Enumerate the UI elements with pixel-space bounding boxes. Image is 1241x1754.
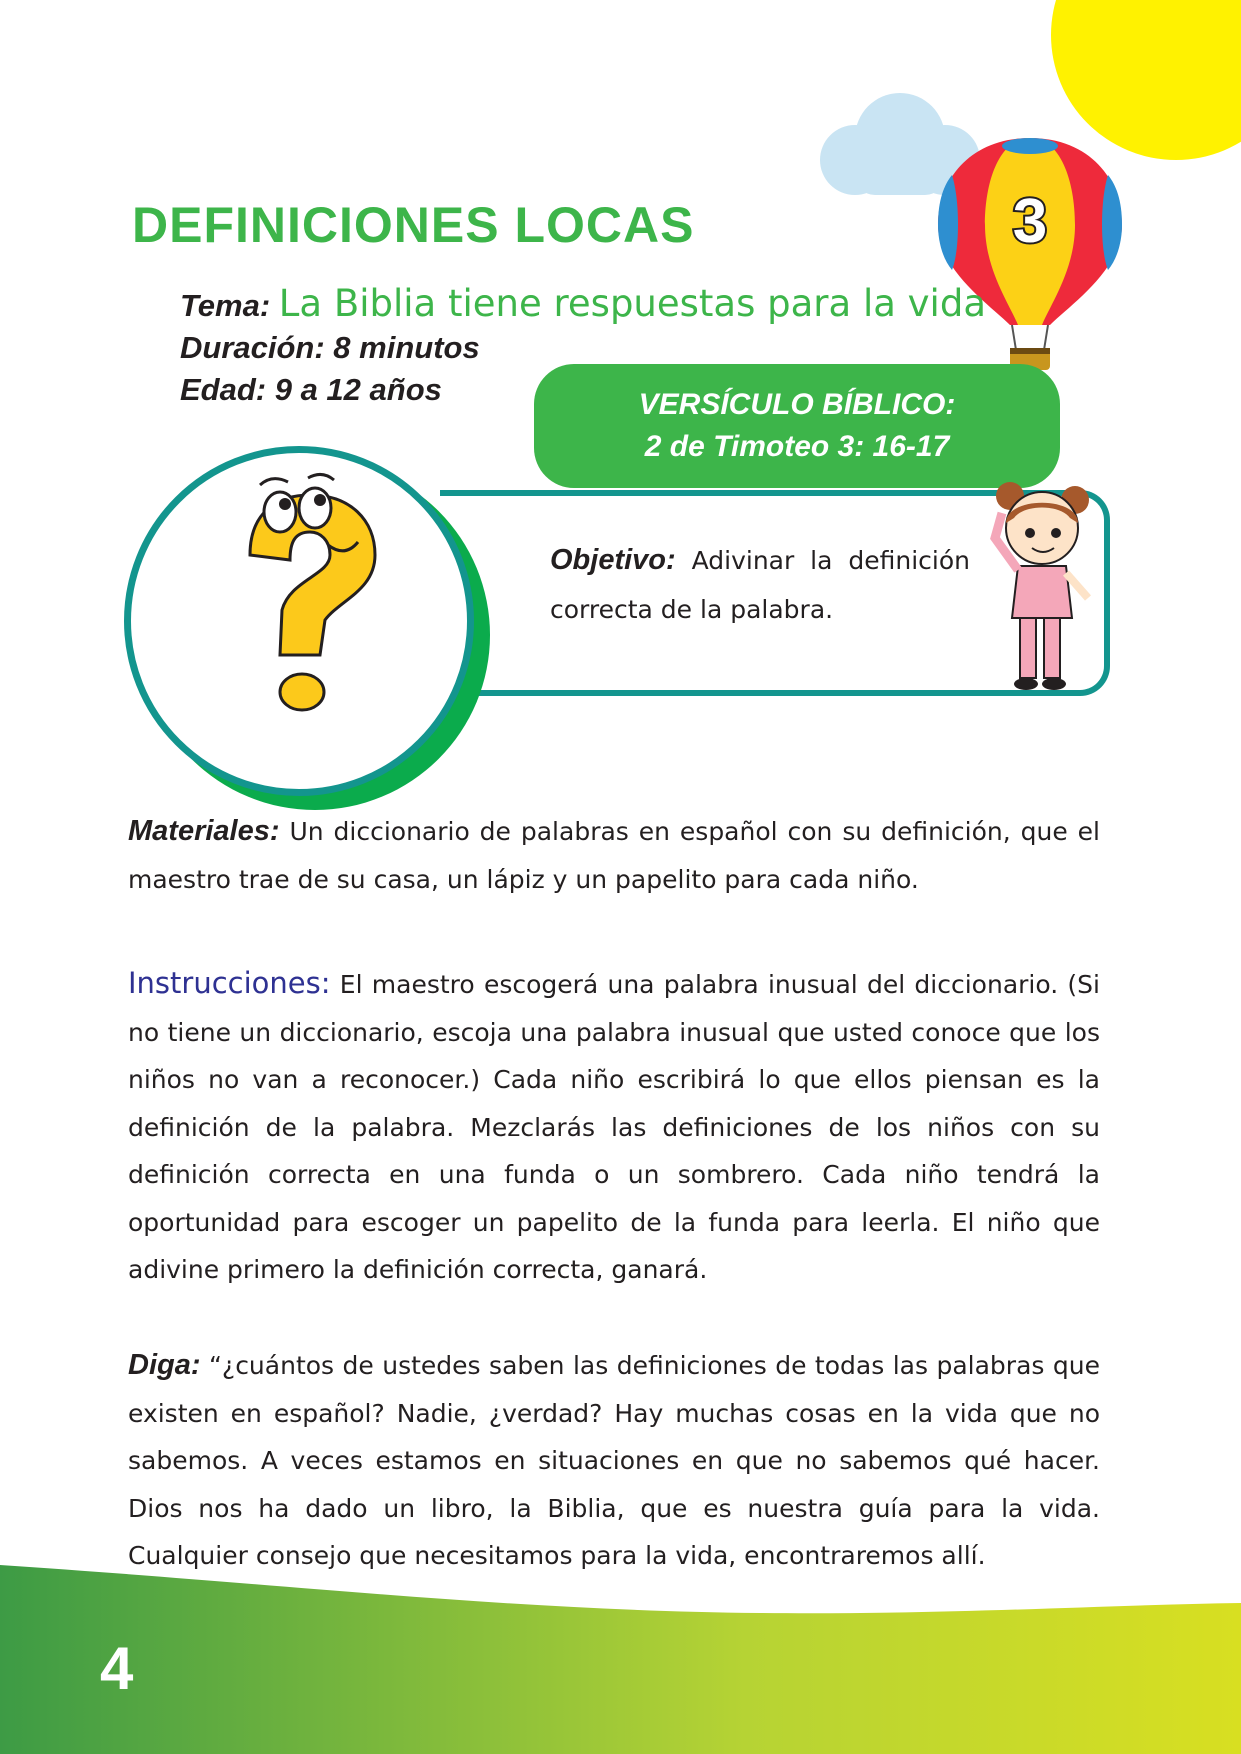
diga-paragraph: [128, 1342, 1100, 1580]
lesson-number: 3: [1012, 187, 1048, 256]
page-number: 4: [100, 1635, 134, 1702]
verse-banner: [534, 364, 1060, 488]
instrucciones-label: Instrucciones:: [128, 966, 331, 1000]
instrucciones-paragraph: [128, 960, 1100, 1294]
diga-body: “¿cuántos de ustedes saben las definiciones de todas las palabras que existen en español? Nadie, ¿verdad? Hay muchas cosas en la vida que no sabemos. A veces estamos en situaciones en que no sabemos qué hacer. Dios nos ha dado un libro, la Biblia, que es nuestra guía para la vida. Cualquier consejo que necesitamos para la vida, encontraremos allí.: [128, 1351, 1100, 1570]
materiales-label: Materiales:: [128, 815, 280, 847]
tema-label: Tema:: [180, 288, 271, 323]
materiales-paragraph: [128, 808, 1100, 903]
verse-label: VERSÍCULO BÍBLICO:: [638, 388, 956, 421]
tema-value: La Biblia tiene respuestas para la vida: [278, 282, 986, 325]
objective-body: Adivinar la definición correcta de la palabra.: [550, 546, 970, 624]
materiales-body: Un diccionario de palabras en español con su definición, que el maestro trae de su casa, un lápiz y un papelito para cada niño.: [128, 817, 1100, 894]
verse-reference: 2 de Timoteo 3: 16-17: [644, 430, 950, 463]
objective-text: [550, 536, 970, 634]
tema-line: [180, 282, 986, 325]
duracion-line: Duración: 8 minutos: [180, 330, 480, 365]
footer-wave: [0, 1565, 1241, 1754]
hot-air-balloon-icon: [930, 130, 1130, 375]
question-mark-icon: [210, 470, 390, 720]
page-title: DEFINICIONES LOCAS: [132, 197, 695, 253]
diga-label: Diga:: [128, 1349, 201, 1381]
thinking-girl-icon: [980, 478, 1100, 693]
instrucciones-body: El maestro escogerá una palabra inusual del diccionario. (Si no tiene un diccionario, escoja una palabra inusual que usted conoce que los niños no van a reconocer.) Cada niño escribirá lo que ellos piensan es la definición de la palabra. Mezclarás las definiciones de los niños con su definición correcta en una funda o un sombrero. Cada niño tendrá la oportunidad para escoger un papelito de la funda para leerla. El niño que adivine primero la definición correcta, ganará.: [128, 970, 1100, 1284]
edad-line: Edad: 9 a 12 años: [180, 372, 442, 407]
objective-label: Objetivo:: [550, 544, 676, 576]
